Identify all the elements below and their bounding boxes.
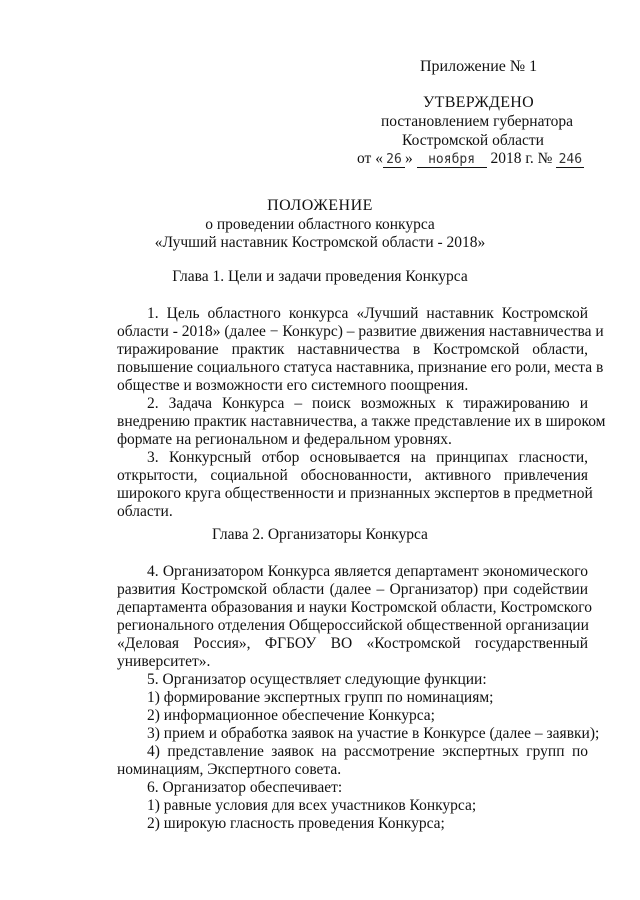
chapter-2-heading: Глава 2. Организаторы Конкурса [212, 526, 428, 543]
document-number: 246 [556, 152, 584, 168]
date-line [357, 150, 584, 168]
ch1-line: формате на региональном и федеральном уровнях. [117, 431, 452, 448]
ch1-line: обществе и возможности его системного поощрения. [117, 377, 469, 394]
approved-label: УТВЕРЖДЕНО [423, 94, 535, 111]
chapter-1-heading: Глава 1. Цели и задачи проведения Конкурса [172, 268, 468, 285]
ch2-line: номинациям, Экспертного совета. [117, 761, 342, 778]
ch2-line: 1) равные условия для всех участников Конкурса; [147, 797, 477, 814]
ch2-line: 6. Организатор обеспечивает: [147, 779, 343, 796]
region-label: Костромской области [402, 132, 544, 149]
ch2-line: регионального отделения Общероссийской общественной организации [117, 617, 589, 634]
ch2-line: развития Костромской области (далее – Организатор) при содействии [117, 581, 588, 598]
date-prefix: от « [357, 150, 383, 167]
ch2-line: департамента образования и науки Костромской области, Костромского [117, 599, 592, 616]
ch1-line: широкого круга общественности и признанных экспертов в предметной [117, 485, 593, 502]
date-year: 2018 г. № [490, 150, 553, 167]
ch1-line: 1. Цель областного конкурса «Лучший наставник Костромской [147, 305, 588, 322]
ch2-line: университет». [117, 653, 211, 670]
ch1-line: тиражирование практик наставничества в Костромской области, [117, 341, 588, 358]
document-subtitle-2: «Лучший наставник Костромской области - 2018» [154, 234, 486, 251]
ch1-line: повышение социального статуса наставника, признание его роли, места в [117, 359, 604, 376]
ch1-line: области - 2018» (далее − Конкурс) – развитие движения наставничества и [117, 323, 604, 340]
ch1-line: внедрению практик наставничества, а также представление их в широком [117, 413, 606, 430]
ch1-line: области. [117, 503, 173, 520]
appendix-label: Приложение № 1 [420, 58, 538, 75]
ch2-line: 4. Организатором Конкурса является департамент экономического [147, 563, 588, 580]
ch2-line: 5. Организатор осуществляет следующие функции: [147, 671, 487, 688]
document-title: ПОЛОЖЕНИЕ [267, 197, 373, 214]
ch2-line: 2) информационное обеспечение Конкурса; [147, 707, 435, 724]
date-day: 26 [383, 152, 405, 168]
ch2-line: «Деловая Россия», ФГБОУ ВО «Костромской государственный [117, 635, 588, 652]
ch2-line: 1) формирование экспертных групп по номинациям; [147, 689, 494, 706]
ch1-line: 3. Конкурсный отбор основывается на принципах гласности, [147, 449, 588, 466]
ch2-line: 4) представление заявок на рассмотрение экспертных групп по [147, 743, 588, 760]
date-mid: » [404, 150, 413, 167]
ch1-line: 2. Задача Конкурса – поиск возможных к тиражированию и [147, 395, 588, 412]
ch2-line: 3) прием и обработка заявок на участие в Конкурсе (далее – заявки); [147, 725, 600, 742]
date-month: ноября [417, 152, 487, 168]
document-subtitle-1: о проведении областного конкурса [205, 216, 435, 233]
ch2-line: 2) широкую гласность проведения Конкурса; [147, 815, 445, 832]
ch1-line: открытости, социальной обоснованности, активного привлечения [117, 467, 588, 484]
resolution-label: постановлением губернатора [381, 113, 574, 130]
